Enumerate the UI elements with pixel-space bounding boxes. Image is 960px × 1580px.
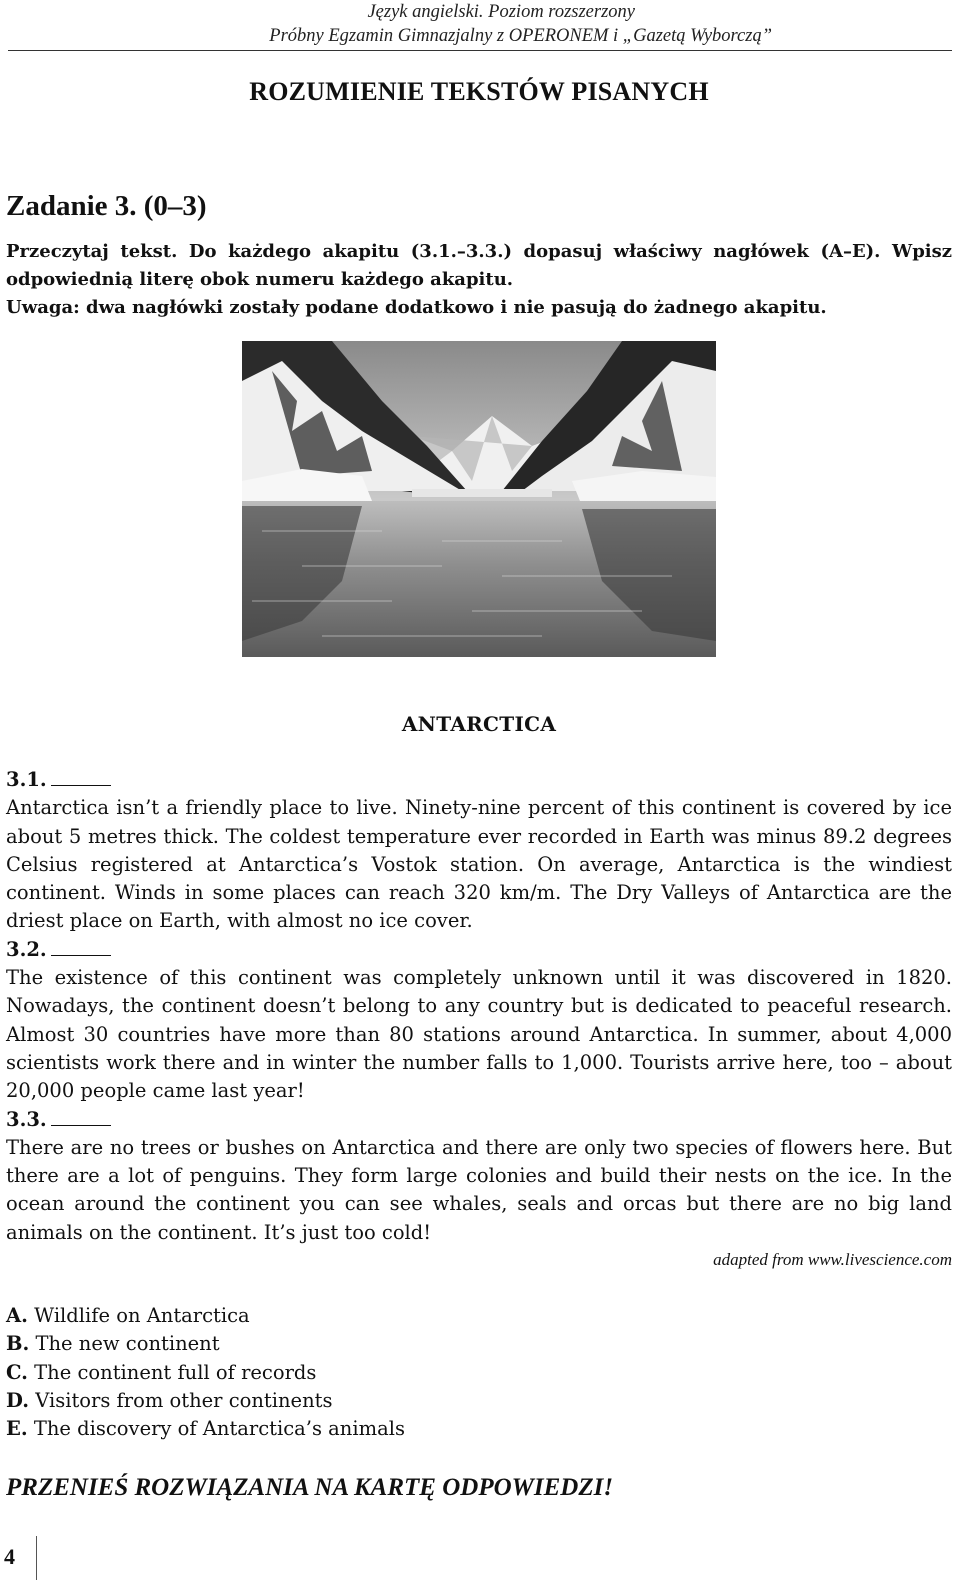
paragraph-number: 3.3. — [6, 1107, 47, 1131]
heading-option-b — [6, 1330, 405, 1358]
header-subject: Język angielski. Poziom rozszerzony — [367, 2, 635, 22]
option-letter: C. — [6, 1360, 28, 1384]
task-instructions — [6, 238, 952, 322]
heading-option-d — [6, 1387, 405, 1415]
article-title: ANTARCTICA — [401, 712, 557, 736]
option-text: Visitors from other continents — [35, 1388, 333, 1412]
paragraph-text: Antarctica isn’t a friendly place to live. Ninety-nine percent of this continent is covered by ice about 5 metres thick. The coldest temperature ever recorded in Earth was minus 89.2 degrees Celsius registered at Antarctica’s Vostok station. On average, Antarctica is the windiest continent. Winds in some places can reach 320 km/m. The Dry Valleys of Antarctica are the driest place on Earth, with almost no ice cover. — [6, 796, 952, 933]
paragraph-number: 3.2. — [6, 937, 47, 961]
option-letter: D. — [6, 1388, 30, 1412]
page-number-divider — [36, 1536, 37, 1580]
paragraph-3-1 — [6, 766, 952, 936]
source-note: adapted from www.livescience.com — [713, 1250, 952, 1269]
option-text: Wildlife on Antarctica — [34, 1304, 250, 1327]
instruction-note: Uwaga: dwa nagłówki zostały podane dodatkowo i nie pasują do żadnego akapitu. — [6, 297, 827, 318]
section-title: ROZUMIENIE TEKSTÓW PISANYCH — [249, 77, 709, 106]
heading-option-e — [6, 1415, 405, 1443]
heading-option-c — [6, 1359, 405, 1387]
article-body — [6, 766, 952, 1247]
header-exam-name: Próbny Egzamin Gimnazjalny z OPERONEM i „Gazetą Wyborczą” — [269, 26, 772, 46]
task-title: Zadanie 3. (0–3) — [6, 190, 207, 222]
answer-blank-3-3[interactable] — [51, 1107, 111, 1126]
page-number: 4 — [4, 1544, 15, 1569]
option-text: The continent full of records — [34, 1360, 317, 1384]
paragraph-3-3 — [6, 1106, 952, 1247]
answer-blank-3-2[interactable] — [51, 937, 111, 956]
paragraph-3-2 — [6, 936, 952, 1106]
heading-options — [6, 1302, 405, 1443]
option-letter: B. — [6, 1332, 30, 1356]
antarctica-photo — [242, 341, 716, 657]
paragraph-text: The existence of this continent was completely unknown until it was discovered in 1820. Nowadays, the continent doesn’t belong to any country but is dedicated to peaceful research. Almost 30 countries have more than 80 stations around Antarctica. In summer, about 4,000 scientists work there and in winter the number falls to 1,000. Tourists arrive here, too – about 20,000 people came last year! — [6, 966, 952, 1103]
paragraph-number: 3.1. — [6, 768, 47, 791]
option-text: The new continent — [35, 1332, 220, 1356]
transfer-answers-note: PRZENIEŚ ROZWIĄZANIA NA KARTĘ ODPOWIEDZI! — [6, 1474, 614, 1501]
page-header — [0, 0, 952, 48]
antarctica-landscape-image — [242, 341, 716, 657]
heading-option-a — [6, 1302, 405, 1330]
paragraph-text: There are no trees or bushes on Antarctica and there are only two species of flowers here. But there are a lot of penguins. They form large colonies and build their nests on the ice. In the ocean around the continent you can see whales, seals and orcas but there are no big land animals on the continent. It’s just too cold! — [6, 1135, 952, 1244]
instruction-main: Przeczytaj tekst. Do każdego akapitu (3.1.–3.3.) dopasuj właściwy nagłówek (A–E). Wpisz odpowiednią literę obok numeru każdego akapitu. — [6, 241, 952, 290]
option-text: The discovery of Antarctica’s animals — [33, 1417, 405, 1441]
option-letter: A. — [6, 1304, 28, 1327]
option-letter: E. — [6, 1417, 28, 1441]
header-divider — [8, 50, 952, 51]
answer-blank-3-1[interactable] — [51, 767, 111, 786]
